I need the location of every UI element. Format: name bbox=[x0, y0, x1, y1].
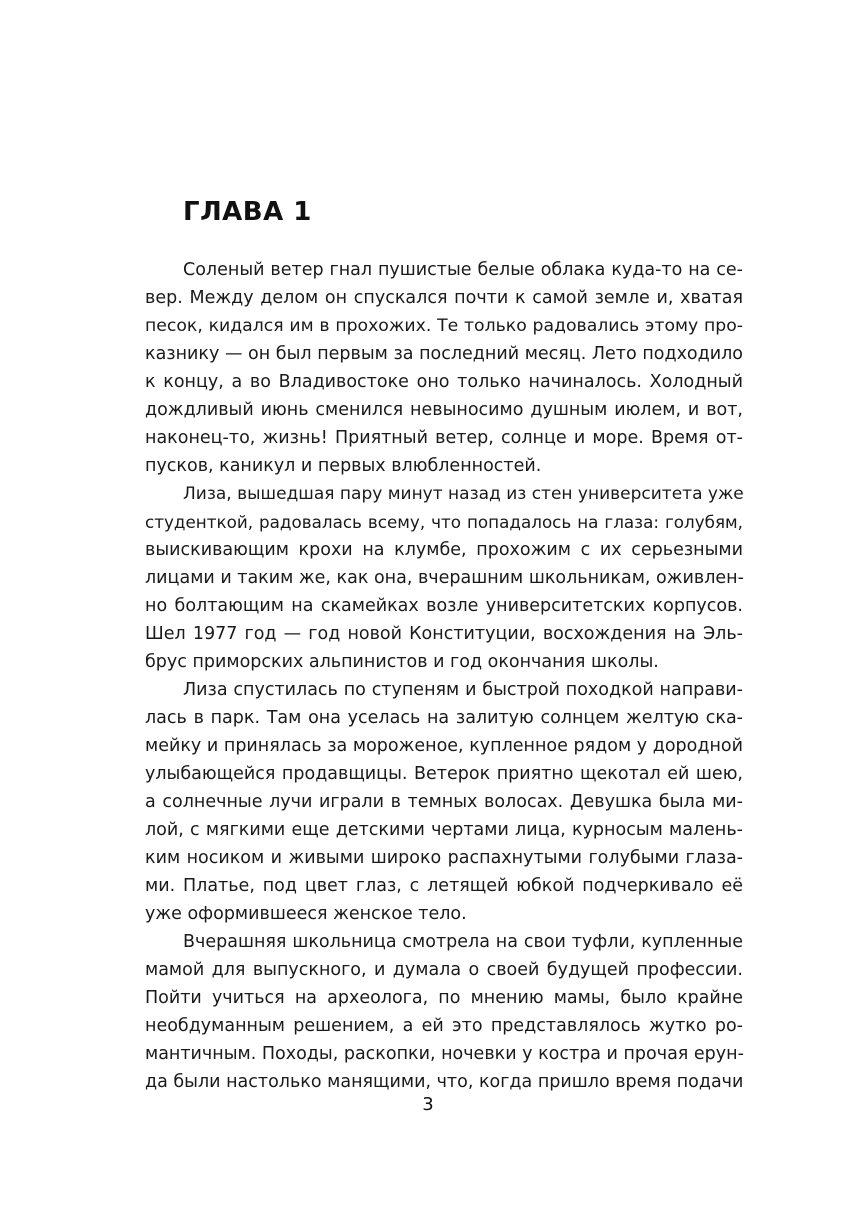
chapter-title: ГЛАВА 1 bbox=[183, 197, 312, 227]
text-line: лой, с мягкими еще детскими чертами лица, курносым малень- bbox=[145, 820, 743, 840]
text-line: да были настолько манящими, что, когда пришло время подачи bbox=[145, 1072, 744, 1092]
text-line: дождливый июнь сменился невыносимо душным июлем, и вот, bbox=[145, 400, 743, 420]
text-line: ким носиком и живыми широко распахнутыми голубыми глаза- bbox=[145, 848, 743, 868]
chapter-body bbox=[145, 256, 743, 1096]
text-line: Соленый ветер гнал пушистые белые облака куда-то на се- bbox=[183, 260, 743, 280]
text-line: студенткой, радовалась всему, что попадалось на глаза: голубям, bbox=[145, 512, 743, 532]
text-line: уже оформившееся женское тело. bbox=[145, 904, 467, 924]
text-line: казнику — он был первым за последний месяц. Лето подходило bbox=[145, 344, 743, 364]
text-line: наконец-то, жизнь! Приятный ветер, солнце и море. Время от- bbox=[145, 428, 743, 448]
text-line: необдуманным решением, а ей это представлялось жутко ро- bbox=[145, 1016, 743, 1036]
text-line: лицами и таким же, как она, вчерашним школьникам, оживлен- bbox=[145, 568, 744, 588]
text-line: лась в парк. Там она уселась на залитую солнцем желтую ска- bbox=[145, 708, 743, 728]
text-line: но болтающим на скамейках возле университетских корпусов. bbox=[145, 596, 743, 616]
text-line: мантичным. Походы, раскопки, ночевки у костра и прочая ерун- bbox=[145, 1044, 744, 1064]
text-line: вер. Между делом он спускался почти к самой земле и, хватая bbox=[145, 288, 743, 308]
text-line: мейку и принялась за мороженое, купленное рядом у дородной bbox=[145, 736, 743, 756]
text-line: мамой для выпускного, и думала о своей будущей профессии. bbox=[145, 960, 743, 980]
text-line: улыбающейся продавщицы. Ветерок приятно щекотал ей шею, bbox=[145, 764, 743, 784]
text-line: пусков, каникул и первых влюбленностей. bbox=[145, 456, 542, 476]
text-line: Лиза спустилась по ступеням и быстрой походкой направи- bbox=[183, 680, 743, 700]
text-line: Вчерашняя школьница смотрела на свои туфли, купленные bbox=[183, 932, 743, 952]
page-number: 3 bbox=[422, 1094, 434, 1115]
text-line: а солнечные лучи играли в темных волосах. Девушка была ми- bbox=[145, 792, 743, 812]
text-line: выискивающим крохи на клумбе, прохожим с их серьезными bbox=[145, 540, 743, 560]
text-line: песок, кидался им в прохожих. Те только радовались этому про- bbox=[145, 316, 743, 336]
text-line: Лиза, вышедшая пару минут назад из стен университета уже bbox=[183, 484, 744, 504]
text-line: Шел 1977 год — год новой Конституции, восхождения на Эль- bbox=[145, 624, 743, 644]
text-line: брус приморских альпинистов и год окончания школы. bbox=[145, 652, 659, 672]
text-line: к концу, а во Владивостоке оно только начиналось. Холодный bbox=[145, 372, 743, 392]
text-line: ми. Платье, под цвет глаз, с летящей юбкой подчеркивало её bbox=[145, 876, 743, 896]
text-line: Пойти учиться на археолога, по мнению мамы, было крайне bbox=[145, 988, 743, 1008]
